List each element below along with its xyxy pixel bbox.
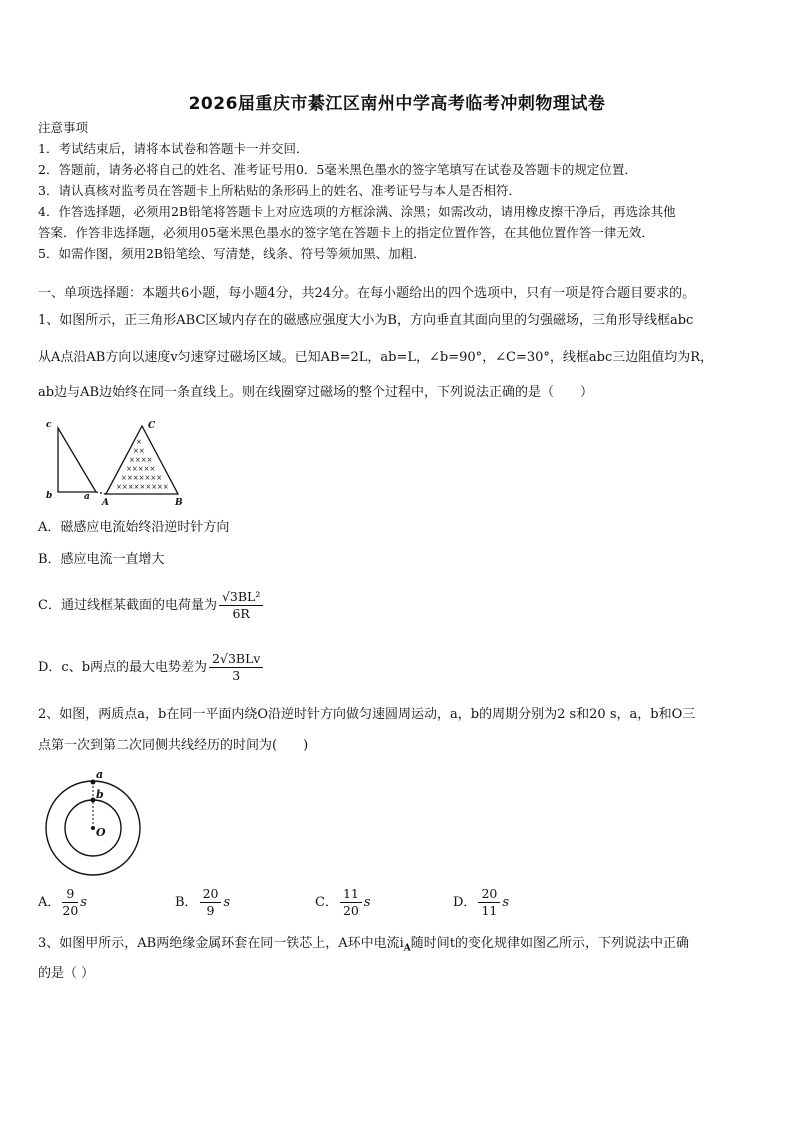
svg-text:××××: ×××× <box>129 456 153 464</box>
q2-option-c-den: 20 <box>342 903 359 918</box>
svg-text:××: ×× <box>133 447 145 455</box>
q3-line-2: 的是（ ） <box>38 966 95 981</box>
q2-option-d-num: 20 <box>478 886 500 903</box>
q2-option-c <box>315 886 371 919</box>
notice-item-4-cont: 答案．作答非选择题，必须用05毫米黑色墨水的签字笔在答题卡上的指定位置作答，在其他位置作答一律无效． <box>38 225 654 240</box>
q1-option-d-num: 2√3BLv <box>209 651 263 668</box>
section-heading: 一、单项选择题：本题共6小题，每小题4分，共24分。在每小题给出的四个选项中，只有一项是符合题目要求的。 <box>38 286 696 301</box>
q1-line-3: ab边与AB边始终在同一条直线上。则在线圈穿过磁场的整个过程中，下列说法正确的是（ ） <box>38 385 594 400</box>
notice-item-4: 4．作答选择题，必须用2B铅笔将答题卡上对应选项的方框涂满、涂黑；如需改动，请用橡皮擦干净后，再选涂其他 <box>38 204 676 219</box>
q2-line-2: 点第一次到第二次同侧共线经历的时间为( ) <box>38 738 309 753</box>
label-B: B <box>175 498 183 508</box>
field-crosses <box>116 438 169 491</box>
notice-item-2: 2．答题前，请务必将自己的姓名、准考证号用0．5毫米黑色墨水的签字笔填写在试卷及答题卡的规定位置． <box>38 162 637 177</box>
notice-item-5: 5．如需作图，须用2B铅笔绘、写清楚，线条、符号等须加黑、加粗． <box>38 246 426 261</box>
q1-option-d-fraction <box>209 651 263 684</box>
q1-option-c-den: 6R <box>232 606 250 621</box>
q3-line-1-rest: 随时间t的变化规律如图乙所示，下列说法中正确 <box>410 936 689 951</box>
q1-option-a: A．磁感应电流始终沿逆时针方向 <box>38 520 230 535</box>
label-b: b <box>46 491 53 501</box>
svg-text:×××××: ××××× <box>126 465 156 473</box>
q2-option-b <box>175 886 230 919</box>
q3-line-1-text: 3、如图甲所示，AB两绝缘金属环套在同一铁芯上，A环中电流i <box>38 936 404 951</box>
q2-option-a-unit: s <box>80 895 87 910</box>
q3-line-1 <box>38 936 689 957</box>
label-b: b <box>96 788 104 801</box>
q2-option-a-num: 9 <box>62 886 78 903</box>
q1-option-c-num: √3BL² <box>219 589 263 606</box>
q2-option-c-unit: s <box>363 895 371 910</box>
q2-option-d-den: 11 <box>481 903 498 918</box>
label-c: c <box>46 420 52 430</box>
q2-option-d-label: D． <box>453 895 477 910</box>
q2-option-a-den: 20 <box>62 903 79 918</box>
point-a <box>91 780 96 785</box>
q2-option-a-label: A． <box>38 895 61 910</box>
q2-line-1: 2、如图，两质点a，b在同一平面内绕O沿逆时针方向做匀速圆周运动，a，b的周期分别为2 s和20 s，a，b和O三 <box>38 707 696 722</box>
q2-option-a <box>38 886 87 919</box>
wire-frame-abc <box>58 428 96 492</box>
q2-option-c-label: C． <box>315 895 338 910</box>
q1-option-d-den: 3 <box>232 668 241 683</box>
q1-option-c-fraction <box>219 589 263 622</box>
label-a: a <box>84 492 90 502</box>
q2-option-b-unit: s <box>223 895 231 910</box>
q1-option-d <box>38 650 265 686</box>
q2-option-c-num: 11 <box>340 886 362 903</box>
notice-item-1: 1．考试结束后，请将本试卷和答题卡一并交回． <box>38 141 309 156</box>
q2-option-b-num: 20 <box>200 886 222 903</box>
q2-option-d <box>453 886 509 919</box>
label-a: a <box>96 768 104 781</box>
point-o <box>91 826 95 830</box>
q3-current-subscript: A <box>403 943 411 954</box>
point-b <box>91 798 96 803</box>
q2-option-d-unit: s <box>502 895 510 910</box>
svg-text:×××××××: ××××××× <box>121 474 163 482</box>
label-o: O <box>96 826 106 839</box>
label-A: A <box>102 498 109 508</box>
q1-line-2: 从A点沿AB方向以速度v匀速穿过磁场区域。已知AB=2L，ab=L，∠b=90°，∠C=30°，线框abc三边阻值均为R， <box>38 350 714 365</box>
notice-item-3: 3．请认真核对监考员在答题卡上所粘贴的条形码上的姓名、准考证号与本人是否相符． <box>38 183 521 198</box>
label-C: C <box>148 421 156 431</box>
q1-figure <box>38 412 198 510</box>
page-title: 2026届重庆市綦江区南州中学高考临考冲刺物理试卷 <box>188 94 606 114</box>
q1-option-b: B．感应电流一直增大 <box>38 552 165 567</box>
q2-figure <box>38 762 150 878</box>
q1-option-c <box>38 588 265 624</box>
q1-option-d-text: D．c、b两点的最大电势差为 <box>38 660 208 675</box>
q1-line-1: 1、如图所示，正三角形ABC区域内存在的磁感应强度大小为B，方向垂直其面向里的匀强磁场，三角形导线框abc <box>38 313 694 328</box>
notice-heading: 注意事项 <box>38 120 89 135</box>
q2-option-b-label: B． <box>175 895 198 910</box>
svg-text:×: × <box>136 438 142 446</box>
q2-option-b-den: 9 <box>206 903 215 918</box>
svg-text:×××××××××: ××××××××× <box>116 483 169 491</box>
q1-option-c-text: C．通过线框某截面的电荷量为 <box>38 598 217 613</box>
